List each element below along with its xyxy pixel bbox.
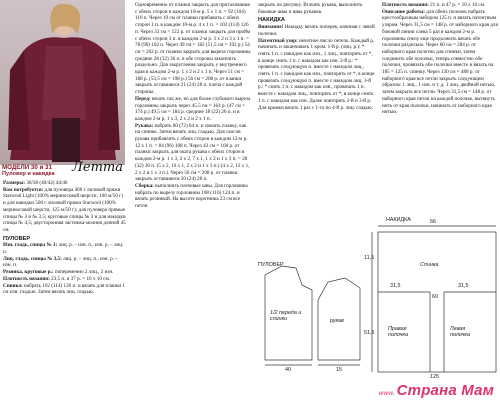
photo-figure bbox=[0, 0, 125, 165]
paragraph: закрыть по рисунку. Втачать рукава, выполнить боковые швы и швы рукавов. bbox=[258, 2, 363, 15]
dim-label: 51,5 bbox=[364, 330, 375, 336]
column-4 bbox=[382, 2, 498, 182]
pullover-title: ПУЛОВЕР bbox=[258, 262, 284, 268]
paragraph: Изн. гладь, спицы № 3: лиц. р. – изн. п., изн. р. – лиц. п. bbox=[3, 242, 124, 256]
section-heading: НАКИДКА bbox=[258, 17, 285, 24]
section-heading: ПУЛОВЕР bbox=[3, 235, 31, 242]
paragraph: Плотность вязания: 21 п. и 47 р. = 10 х 10 см. bbox=[382, 2, 486, 8]
back-label: Спинка bbox=[420, 262, 439, 268]
sleeve-label: рукав bbox=[330, 318, 344, 324]
model-photo bbox=[0, 0, 125, 165]
cape-title: НАКИДКА bbox=[386, 217, 411, 223]
paragraph: Спинка: набрать 102 (114) 126 п. и вязать для планки 1 см изн. гладью. Затем вязать лиц. гладью. bbox=[3, 282, 125, 296]
dim-label: 31,5 bbox=[458, 283, 469, 289]
paragraph: Рукава: набрать 60 (72) 84 п. и связать планку, как на спинке. Затем вязать лиц. гладью. Для скосов рукава прибавлять с обеих сторон в каждом 12-м р. 12 х 1 п. = 84 (96) 108 п. Через 43 см = 160 р. от планки закрыть для оката рукава с обеих сторон в каждом 2-м р. 1 х 3, 2 х 2, 7 х 1, 1 х 2 и 1 х 3 п. = 28 (32) 36 п. (5 х 2, 10 х 1, 2 х 2 и 1 х 3 п.) (4 х 2, 12 х 1, 2 х 2 и 1 х 3 п.). Через 56 см = 208 р. от планки закрыть оставшиеся 20 (24) 28 п. bbox=[135, 122, 250, 183]
column-1 bbox=[3, 180, 127, 402]
model-number: МОДЕЛИ 30 и 31 bbox=[2, 164, 52, 171]
model-subtitle: Пуловер и накидка bbox=[2, 171, 55, 177]
dim-label: 40 bbox=[285, 367, 291, 373]
paragraph: Резинка, круговые р.: попеременно 2 лиц., 2 изн. bbox=[3, 269, 114, 276]
dim-label: 66 bbox=[430, 219, 436, 225]
brand-name: Летта bbox=[72, 160, 123, 175]
dim-label: 60 bbox=[432, 294, 438, 300]
column-3 bbox=[258, 2, 376, 157]
paragraph: Патентный узор: нечетное число петель. Каждый р. начинать и заканчивать 1 кром. 1-й р. (лиц. р.): * снять 1 п. с накидом как изн., 1 лиц., повторять от *, в конце снять 1 п. с накидом как изн. 2-й р.: * провязать следующую п. вместе с накидом лиц., снять 1 п. с накидом как изн., повторять от *, в конце провязать следующую п. вместе с накидом лиц. 3-й р.: * снять 1 п. с накидом как изн., провязать 1 п. вместе с накидом лиц., повторять от *, в конце снять 1 п. с накидом как изн. Далее повторять 2-й и 3-й р. Для кромки вязать 1 раз с 1-го по 4-й р. лиц. гладью. bbox=[258, 37, 375, 111]
paragraph: Описание работы: для обеих полочек набрать крестообразным набором 125 п. и вязать патентным узором. Через 31,5 см = 148 р. от наборного края для боковой линии слева 5 раз в каждом 2-м р. горловины снизу еще продолжить вязать обе полочки раздельно. Через 60 см = 284 р. от наборного края полотно для спинки, затем соединить обе полочки, теперь совместно обе полочки, провязать обе полочки вместе и вязать на 185 = 125 п. спинку. Через 130 см = 488 р. от наборного края все петли закрыть следующим образом: 1 лиц., 1 изн. и т. д. 1 лиц. двойной нитью, затем закрыть все петли. Через 31,5 см = 148 р. от наборного края петли на каждой полочке, вытянуть нить от края полочки, начинать от наборного края нитью. bbox=[382, 8, 498, 116]
left-front-label: Левая полочка bbox=[450, 326, 470, 338]
model-header bbox=[2, 160, 125, 177]
paragraph: Лиц. гладь, спицы № 3,5: лиц. р. – лиц. п., изн. р. – изн. п. bbox=[3, 255, 118, 269]
right-front-label: Правая полочка bbox=[388, 326, 408, 338]
column-2 bbox=[135, 2, 252, 402]
front-back-label: 1/2 переда и спинки bbox=[270, 310, 302, 322]
paragraph: Плотность вязания: 23,5 п. и 37 р. = 10 х 10 см. bbox=[3, 275, 110, 282]
dim-label: 125 bbox=[430, 374, 439, 380]
paragraph: Вам потребуется: для пуловера 400 г лиловой пряжи Starwool Light (100% мериносовой шерсти, 160 м/50 г) и для накидки 500 г лиловой пряжи Starwool (100% мериносовой шерсти, 125 м/50 г); для пуловера прямые спицы № 3 и № 3,5; круговые спицы № 3 и для накидки спицы № 4,5; двусторонняя застежка-молния длиной 45 см. bbox=[3, 186, 126, 233]
watermark: www. Страна Мам bbox=[378, 382, 494, 399]
dim-label: 11,5 bbox=[364, 255, 375, 261]
paragraph: Одновременно от планки закрыть для приталивания с обеих сторон в каждом 10-м р. 5 х 1 п. = 92 (104) 116 п. Через 19 см от планки прибавить с обеих сторон 1 п. в каждом 10-м р. 4 х 1 п. = 102 (114) 126 п. Через 33 см = 122 р. от планки закрыть для пройм с обеих сторон 3 п. в каждом 2-м р. 3 х 2 и 3 х 1 п. = 78 (90) 102 п. Через 49 см = 182 (51,5 см = 192 р.) 54 см = 202 р. от планки закрыть для выреза горловины средние 28 (32) 36 п. и обе стороны закончить раздельно. Для закругления закрыть у внутреннего края в каждом 2-м р. 1 х 2 и 2 х 1 п. Через 51 см = 188 р. (53,5 см = 198 р.) 56 см = 208 р. от планки закрыть оставшиеся 21 (24) 28 п. плеча с каждой стороны. bbox=[135, 2, 251, 96]
dim-label: 15 bbox=[336, 367, 342, 373]
paragraph: Сборка: выполнить плечевые швы. Для горловины набрать по вырезу горловины 108 (116) 124 п. и вязать резинкой. На высоте воротника 23 см все петли bbox=[135, 182, 248, 210]
paragraph: Размеры: 36/38 (40/42) 44/46 bbox=[3, 180, 68, 186]
cape-outline bbox=[378, 232, 496, 372]
paragraph: Перед: вязать так же, но для более глубокого выреза горловины закрыть через 45,5 см = 164 р. (47 см = 174 р.) 49,5 см = 184 р. средние 18 (22) 26 п. и в каждом 2-м р. 1 х 3, 2 х 2 и 2 х 1 п. bbox=[135, 95, 251, 122]
dim-label: 31,5 bbox=[390, 283, 401, 289]
paragraph: Внимание! Накидку вязать поперек, начиная с левой полочки. bbox=[258, 24, 375, 37]
